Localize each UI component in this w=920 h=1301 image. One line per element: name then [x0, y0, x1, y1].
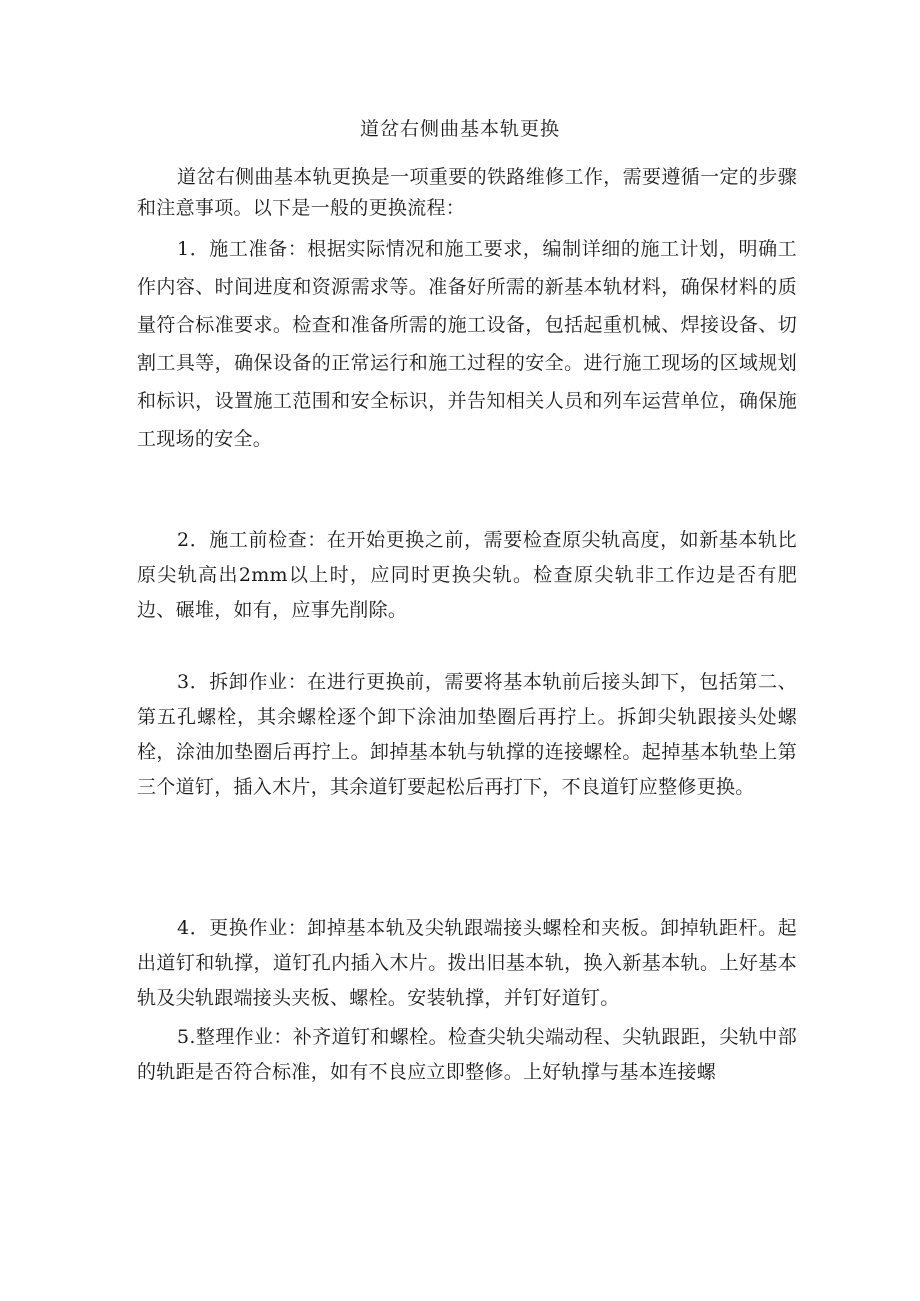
- intro-paragraph: 道岔右侧曲基本轨更换是一项重要的铁路维修工作，需要遵循一定的步骤和注意事项。以下是一般的更换流程：: [137, 166, 797, 219]
- step-2-paragraph: 2．施工前检查：在开始更换之前，需要检查原尖轨高度，如新基本轨比原尖轨高出2mm以上时，应同时更换尖轨。检查原尖轨非工作边是否有肥边、碾堆，如有，应事先削除。: [137, 529, 797, 621]
- step-3-paragraph: 3．拆卸作业：在进行更换前，需要将基本轨前后接头卸下，包括第二、第五孔螺栓，其余螺栓逐个卸下涂油加垫圈后再拧上。拆卸尖轨跟接头处螺栓，涂油加垫圈后再拧上。卸掉基本轨与轨撑的连接螺栓。起掉基本轨垫上第三个道钉，插入木片，其余道钉要起松后再打下，不良道钉应整修更换。: [137, 671, 797, 798]
- document-title: 道岔右侧曲基本轨更换: [359, 118, 560, 140]
- step-1-paragraph: 1．施工准备：根据实际情况和施工要求，编制详细的施工计划，明确工作内容、时间进度和资源需求等。准备好所需的新基本轨材料，确保材料的质量符合标准要求。检查和准备所需的施工设备，包括起重机械、焊接设备、切割工具等，确保设备的正常运行和施工过程的安全。进行施工现场的区域规划和标识，设置施工范围和安全标识，并告知相关人员和列车运营单位，确保施工现场的安全。: [137, 238, 797, 450]
- step-5-paragraph: 5.整理作业：补齐道钉和螺栓。检查尖轨尖端动程、尖轨跟距，尖轨中部的轨距是否符合标准，如有不良应立即整修。上好轨撑与基本连接螺: [137, 1026, 797, 1083]
- step-4-paragraph: 4．更换作业：卸掉基本轨及尖轨跟端接头螺栓和夹板。卸掉轨距杆。起出道钉和轨撑，道钉孔内插入木片。拨出旧基本轨，换入新基本轨。上好基本轨及尖轨跟端接头夹板、螺栓。安装轨撑，并钉好道钉。: [137, 917, 797, 1009]
